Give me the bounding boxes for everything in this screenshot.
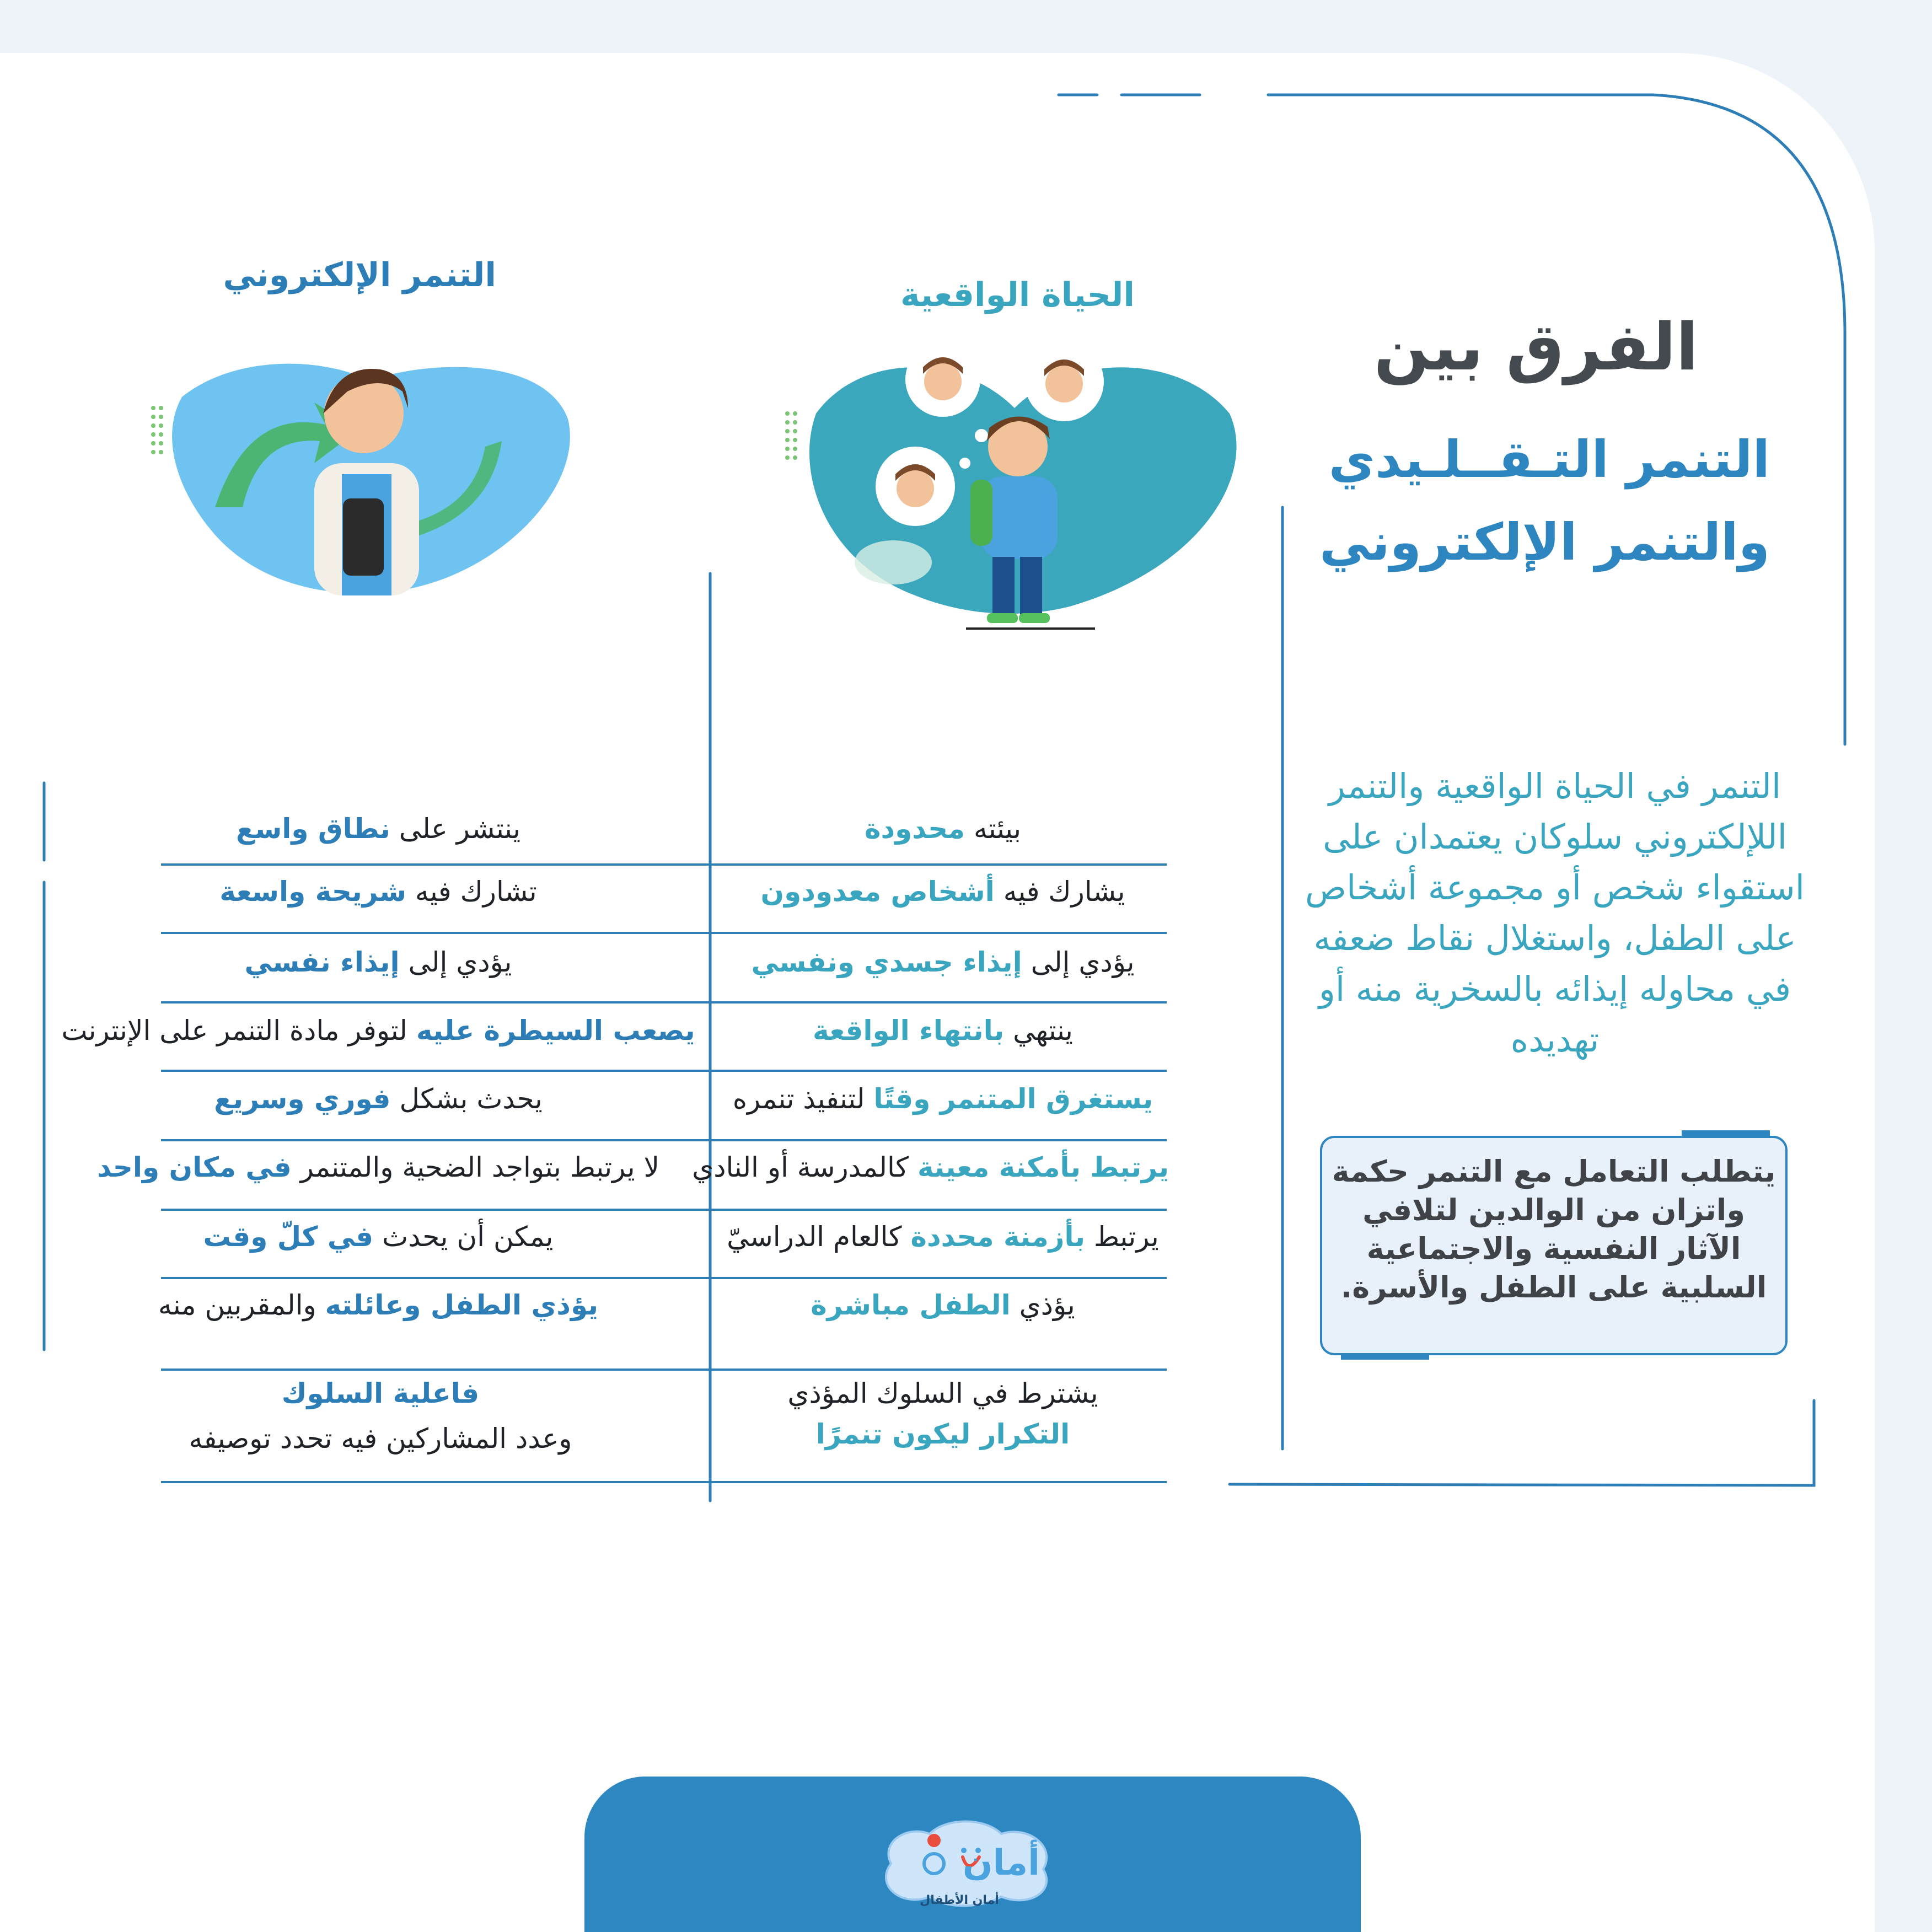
title-line-2: التنمر التـقــلـيدي (1328, 430, 1770, 489)
thought-bubble-3 (876, 447, 955, 526)
row-1-traditional (717, 813, 1169, 845)
thought-bubble-1 (905, 342, 980, 417)
row-5-traditional (717, 1083, 1169, 1115)
plain-text: يرتبط (1085, 1221, 1159, 1253)
highlighted-text: إيذاء نفسي (244, 946, 400, 978)
plain-text: كالعام الدراسيّ (727, 1221, 911, 1253)
row-3-traditional (717, 946, 1169, 978)
cyber-bullying-illustration (149, 342, 579, 607)
plain-text: يحدث بشكل (390, 1083, 543, 1115)
highlighted-text: يستغرق المتنمر وقتًا (873, 1083, 1153, 1115)
row-2-cyber (53, 876, 704, 908)
plain-text: ينتهي (1004, 1015, 1073, 1046)
highlighted-text: الطفل مباشرة (811, 1289, 1011, 1321)
row-8-traditional (717, 1289, 1169, 1321)
row-1-cyber (53, 813, 704, 845)
intro-paragraph: التنمر في الحياة الواقعية والتنمر اللإلكتروني سلوكان يعتمدان على استقواء شخص أو مجموعة أشخاص على الطفل، واستغلال نقاط ضعفه في محاوله إيذائه بالسخرية منه أو تهديده (1305, 766, 1805, 1060)
highlighted-text: يرتبط بأمكنة معينة (917, 1151, 1169, 1183)
row-2-traditional (717, 876, 1169, 908)
heading-traditional: الحياة الواقعية (900, 276, 1135, 314)
plain-text: يمكن أن يحدث (373, 1221, 554, 1253)
row-7-traditional (717, 1221, 1169, 1253)
row-5-cyber (53, 1083, 704, 1115)
highlighted-text: إيذاء جسدي ونفسي (751, 946, 1022, 978)
row-6-cyber (53, 1151, 704, 1183)
heading-cyber: التنمر الإلكتروني (223, 256, 496, 294)
row-3-cyber (53, 946, 704, 978)
plain-text: يؤذي (1010, 1289, 1075, 1321)
row-7-cyber (53, 1221, 704, 1253)
row-4-traditional (717, 1015, 1169, 1046)
last-row-traditional-line-2: التكرار ليكون تنمرًا (815, 1418, 1070, 1450)
note-text: يتطلب التعامل مع التنمر حكمة واتزان من الوالدين لتلافي الآثار النفسية والاجتماعية السلبية على الطفل والأسرة. (1332, 1154, 1776, 1305)
highlighted-text: بانتهاء الواقعة (813, 1015, 1005, 1046)
plain-text: ينتشر على (390, 813, 521, 845)
logo-word: أمان (962, 1843, 1040, 1883)
title-line-1: الفرق بين (1373, 309, 1698, 385)
highlighted-text: شريحة واسعة (219, 876, 407, 908)
title-line-3: والتنمر الإلكتروني (1319, 513, 1770, 572)
highlighted-text: في كلّ وقت (203, 1221, 374, 1253)
highlighted-text: يصعب السيطرة عليه (416, 1015, 695, 1046)
highlighted-text: أشخاص معدودون (760, 876, 995, 908)
plain-text: يشارك فيه (994, 876, 1125, 908)
bottom-right-corner (1230, 1400, 1814, 1485)
plain-text: لتنفيذ تنمره (732, 1083, 874, 1115)
row-6-traditional (692, 1151, 1169, 1183)
last-row-traditional-line-1: يشترط في السلوك المؤذي (787, 1377, 1098, 1409)
plain-text: والمقربين منه (158, 1289, 325, 1321)
highlighted-text: في مكان واحد (96, 1151, 292, 1183)
highlighted-text: نطاق واسع (235, 813, 390, 845)
red-dot-icon (927, 1834, 941, 1847)
last-row-cyber-line-2: وعدد المشاركين فيه تحدد توصيفه (189, 1423, 572, 1455)
thought-bubble-2 (1024, 342, 1104, 421)
highlighted-text: بأزمنة محددة (910, 1221, 1085, 1253)
bush-left (855, 540, 932, 584)
plain-text: يؤدي إلى (1022, 946, 1135, 978)
plain-text: تشارك فيه (406, 876, 537, 908)
highlighted-text: محدودة (864, 813, 965, 845)
real-life-bullying-illustration (783, 331, 1246, 640)
plain-text: بيئته (965, 813, 1022, 845)
highlighted-text: يؤذي الطفل وعائلته (325, 1289, 599, 1321)
dots-decoration-2 (151, 406, 163, 454)
row-8-cyber (53, 1289, 704, 1321)
plain-text: لتوفر مادة التنمر على الإنترنت (61, 1015, 416, 1046)
row-4-cyber (53, 1015, 704, 1046)
plain-text: لا يرتبط بتواجد الضحية والمتنمر (291, 1151, 660, 1183)
plain-text: كالمدرسة أو النادي (692, 1151, 917, 1183)
highlighted-text: فوري وسريع (214, 1083, 391, 1115)
plain-text: يؤدي إلى (399, 946, 512, 978)
dots-decoration (785, 411, 797, 460)
top-right-arc (1268, 95, 1845, 744)
logo-caption: أمان الأطفال (920, 1893, 999, 1907)
last-row-cyber-line-1: فاعلية السلوك (281, 1377, 480, 1409)
